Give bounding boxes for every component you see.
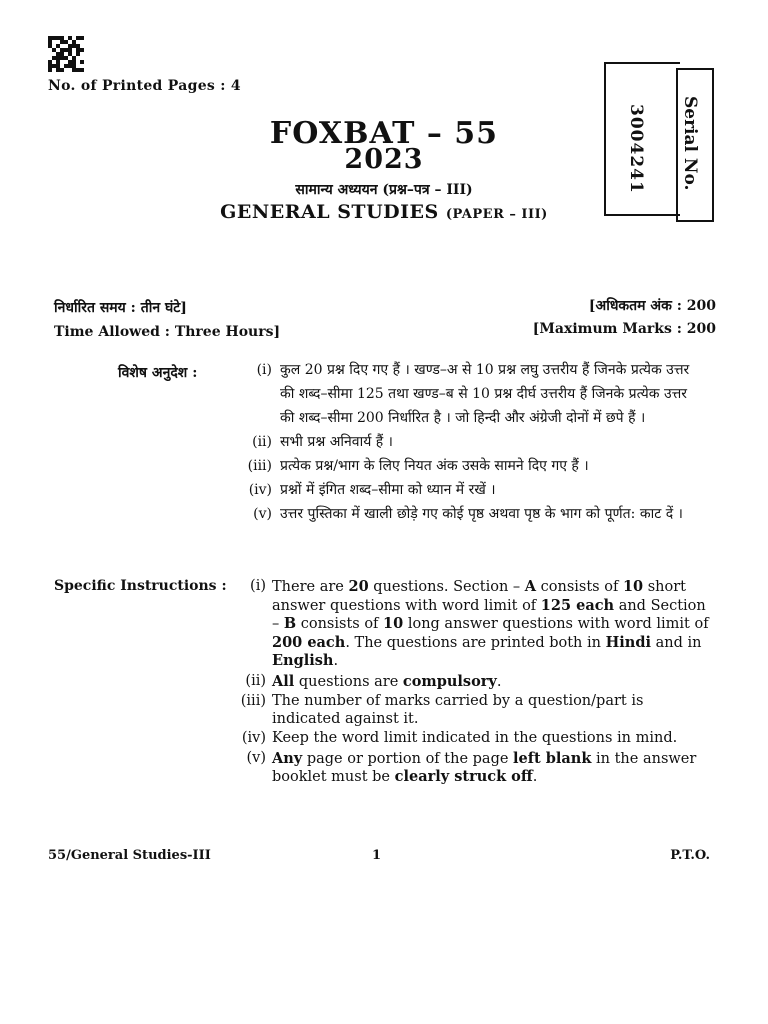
serial-label: Serial No. xyxy=(680,96,700,191)
item-text: The number of marks carried by a question/part is indicated against it. xyxy=(272,693,644,727)
time-allowed: Time Allowed : Three Hours] xyxy=(54,324,281,340)
pto-label: P.T.O. xyxy=(670,848,710,863)
max-marks-hindi: [अधिकतम अंक : 200 xyxy=(588,298,716,314)
list-item xyxy=(232,502,692,526)
page-number: 1 xyxy=(372,848,382,863)
paper-number: (PAPER – III) xyxy=(445,207,548,222)
item-text: There are 20 questions. Section – A consists of 10 short answer questions with word limit of 125 each and Section – B consists of 10 long answer questions with word limit of 200 each. The questions are printed both in Hindi and in English. xyxy=(272,578,709,669)
item-number: (ii) xyxy=(252,434,272,450)
footer-paper-code: 55/General Studies-III xyxy=(48,848,211,863)
item-number: (i) xyxy=(256,362,272,378)
list-item xyxy=(226,730,716,748)
subject-title xyxy=(0,201,768,223)
list-item xyxy=(226,673,716,692)
item-text: प्रश्नों में इंगित शब्द–सीमा को ध्यान में रखें । xyxy=(280,482,496,498)
item-number: (iii) xyxy=(240,693,266,709)
subject-name: GENERAL STUDIES xyxy=(220,201,439,223)
item-number: (iv) xyxy=(241,730,266,746)
list-item xyxy=(226,750,716,787)
item-text: कुल 20 प्रश्न दिए गए हैं । खण्ड–अ से 10 प्रश्न लघु उत्तरीय हैं जिनके प्रत्येक उत्तर की शब्द–सीमा 125 तथा खण्ड–ब से 10 प्रश्न दीर्घ उत्तरीय हैं जिनके प्रत्येक उत्तर की शब्द–सीमा 200 निर्धारित है । जो हिन्दी और अंग्रेजी दोनों में छपे हैं । xyxy=(280,362,690,426)
exam-year: 2023 xyxy=(344,144,424,175)
item-number: (i) xyxy=(250,578,266,594)
hindi-instructions-list xyxy=(232,358,692,526)
list-item xyxy=(226,693,716,728)
list-item xyxy=(232,478,692,502)
item-text: सभी प्रश्न अनिवार्य हैं । xyxy=(280,434,393,450)
item-text: प्रत्येक प्रश्न/भाग के लिए नियत अंक उसके सामने दिए गए हैं । xyxy=(280,458,589,474)
item-number: (v) xyxy=(253,506,272,522)
item-text: All questions are compulsory. xyxy=(272,672,502,690)
item-text: Any page or portion of the page left blank in the answer booklet must be clearly struck off. xyxy=(272,749,697,785)
item-text: Keep the word limit indicated in the questions in mind. xyxy=(272,730,678,746)
list-item xyxy=(232,358,692,430)
list-item xyxy=(232,454,692,478)
item-number: (ii) xyxy=(245,672,266,689)
list-item xyxy=(232,430,692,454)
specific-instructions-label: Specific Instructions : xyxy=(54,578,227,594)
item-number: (iv) xyxy=(248,482,272,498)
printed-pages: No. of Printed Pages : 4 xyxy=(48,78,241,94)
item-number: (iii) xyxy=(247,458,272,474)
qr-code xyxy=(48,36,84,70)
exam-code: FOXBAT – 55 xyxy=(269,116,499,151)
specific-instructions-list xyxy=(226,578,716,789)
max-marks: [Maximum Marks : 200 xyxy=(532,321,716,337)
list-item xyxy=(226,578,716,671)
serial-number: 3004241 xyxy=(626,104,646,194)
item-number: (v) xyxy=(246,749,266,766)
hindi-subject: सामान्य अध्ययन (प्रश्न–पत्र – III) xyxy=(295,182,473,198)
item-text: उत्तर पुस्तिका में खाली छोड़े गए कोई पृष्ठ अथवा पृष्ठ के भाग को पूर्णत: काट दें । xyxy=(280,506,683,522)
time-allowed-hindi: निर्धारित समय : तीन घंटे] xyxy=(54,300,187,316)
hindi-instructions-label: विशेष अनुदेश : xyxy=(118,365,198,381)
